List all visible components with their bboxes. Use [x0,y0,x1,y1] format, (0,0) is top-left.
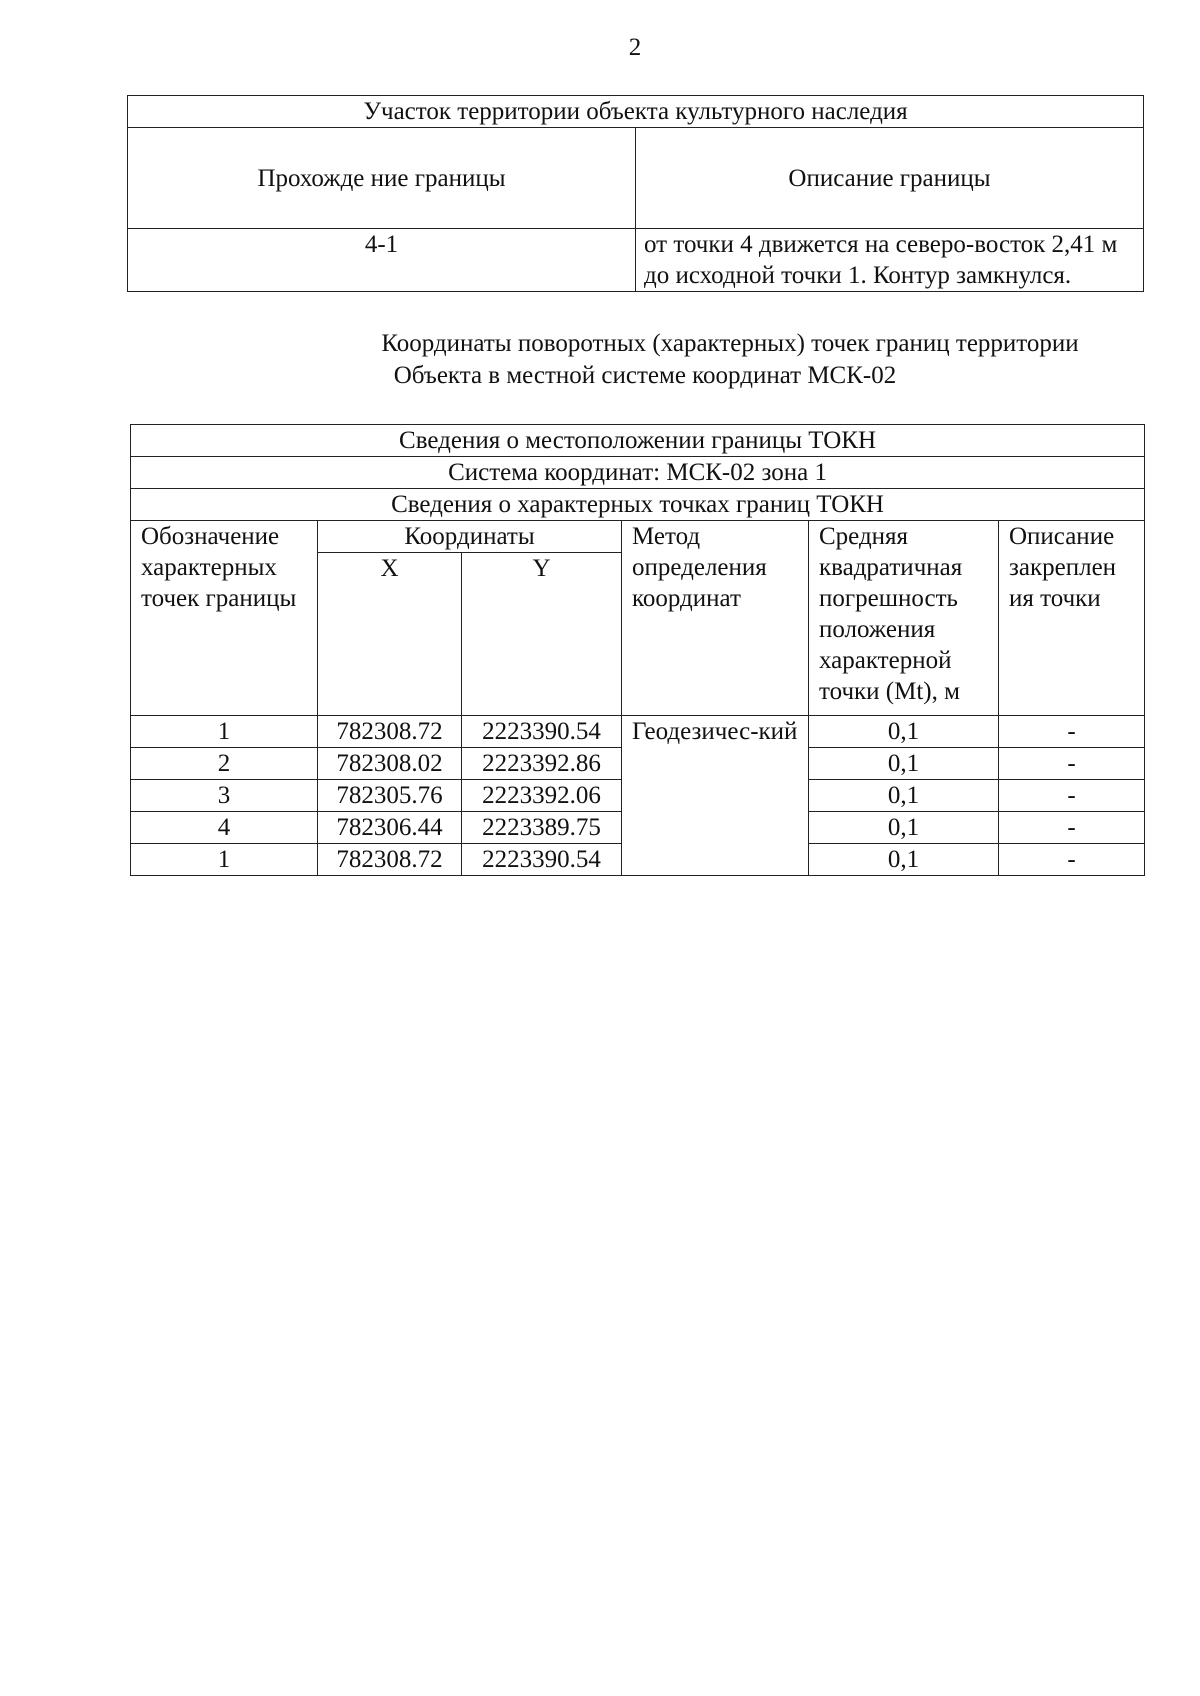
x-column-header: X [318,553,462,716]
fixing-cell: - [999,748,1145,780]
x-cell: 782308.72 [318,716,462,748]
x-cell: 782308.72 [318,844,462,876]
point-column-header: Обозначение характерных точек границы [131,521,318,716]
passage-column-header: Прохожде ние границы [128,128,636,229]
table-row [128,229,1144,292]
page-number: 2 [628,34,642,61]
table-row [131,716,1145,748]
coords-table-title-2: Система координат: МСК-02 зона 1 [131,457,1145,489]
boundary-table-title: Участок территории объекта культурного наследия [128,96,1144,128]
fixing-column-header: Описание закреплен ия точки [999,521,1145,716]
point-cell: 3 [131,780,318,812]
fixing-cell: - [999,844,1145,876]
coords-table-title-3: Сведения о характерных точках границ ТОКН [131,489,1145,521]
description-column-header: Описание границы [636,128,1144,229]
boundary-table [127,95,1144,292]
section-heading-line-2: Объекта в местной системе координат МСК-02 [393,362,897,389]
y-cell: 2223392.06 [462,780,622,812]
fixing-cell: - [999,780,1145,812]
fixing-cell: - [999,812,1145,844]
error-cell: 0,1 [809,716,999,748]
point-cell: 1 [131,716,318,748]
y-cell: 2223390.54 [462,844,622,876]
coordinates-column-header: Координаты [318,521,622,553]
fixing-cell: - [999,716,1145,748]
y-cell: 2223389.75 [462,812,622,844]
method-cell: Геодезичес-кий [622,716,809,876]
error-cell: 0,1 [809,748,999,780]
error-cell: 0,1 [809,844,999,876]
point-cell: 1 [131,844,318,876]
error-cell: 0,1 [809,812,999,844]
point-cell: 2 [131,748,318,780]
point-cell: 4 [131,812,318,844]
coordinates-table [130,424,1145,876]
y-cell: 2223390.54 [462,716,622,748]
y-column-header: Y [462,553,622,716]
coords-table-title-1: Сведения о местоположении границы ТОКН [131,425,1145,457]
description-cell: от точки 4 движется на северо-восток 2,41 м до исходной точки 1. Контур замкнулся. [636,229,1144,292]
y-cell: 2223392.86 [462,748,622,780]
section-heading-line-1: Координаты поворотных (характерных) точек границ территории [381,330,1079,357]
passage-cell: 4-1 [128,229,636,292]
method-column-header: Метод определения координат [622,521,809,716]
x-cell: 782305.76 [318,780,462,812]
x-cell: 782308.02 [318,748,462,780]
error-cell: 0,1 [809,780,999,812]
error-column-header: Средняя квадратичная погрешность положения характерной точки (Mt), м [809,521,999,716]
x-cell: 782306.44 [318,812,462,844]
